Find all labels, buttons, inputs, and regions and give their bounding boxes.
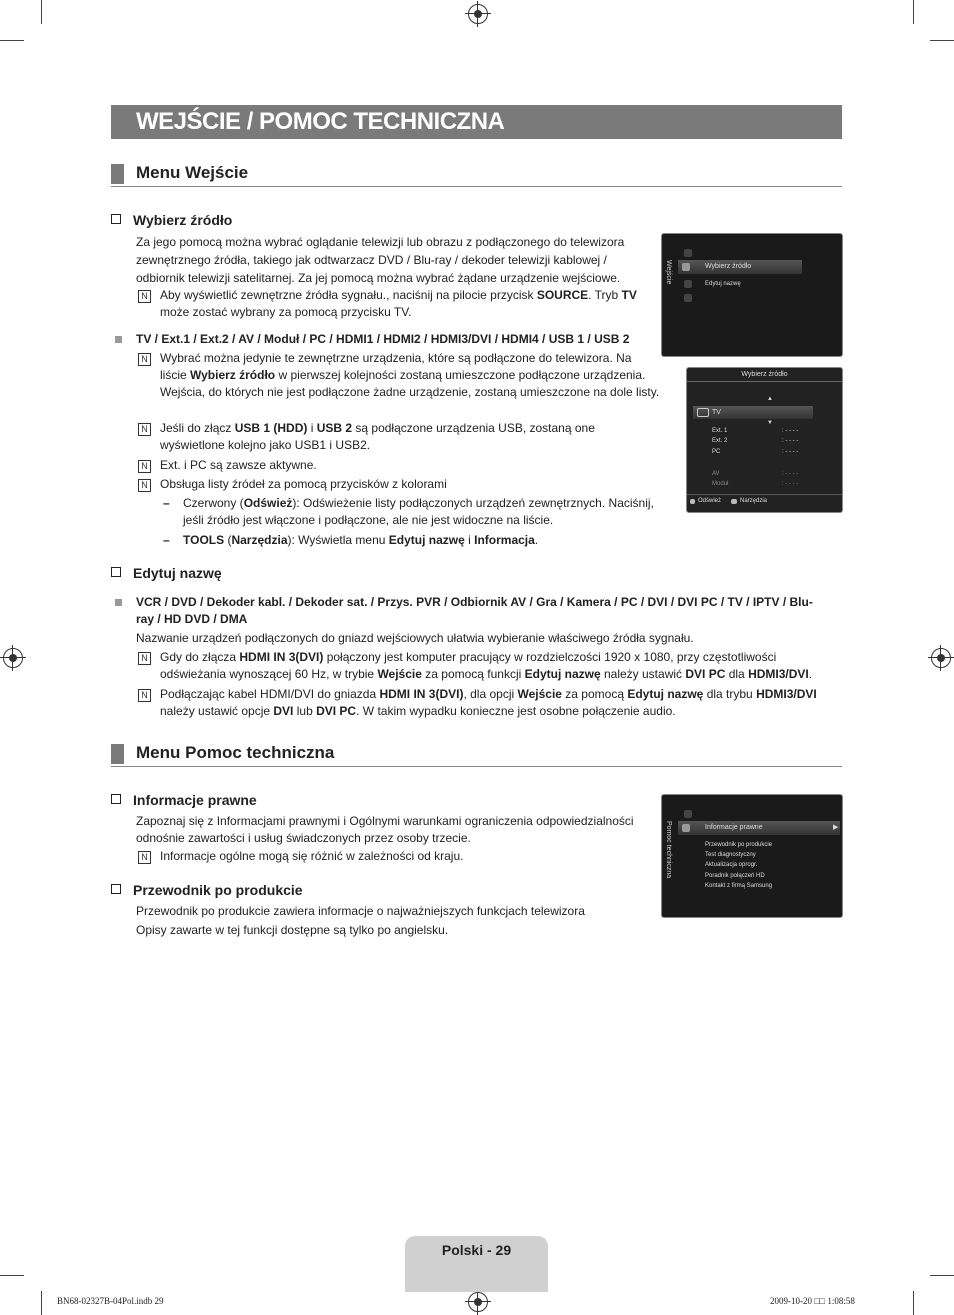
source-label: TV [712, 409, 721, 416]
support-icon [682, 824, 690, 832]
text: . [534, 533, 539, 547]
page-number-tab [405, 1236, 548, 1292]
text: HDMI IN 3(DVI) [239, 650, 324, 664]
text: należy ustawić opcje [160, 704, 274, 718]
text: połączony jest komputer pracujący w rozdzielczości 1920 x 1080, przy częstotliwości odświeżania wynoszącej 60 Hz, w trybie [160, 650, 777, 681]
checkbox-bullet-icon [111, 794, 121, 804]
note-icon: N [138, 460, 151, 473]
registration-mark-icon [468, 4, 488, 24]
checkbox-bullet-icon [111, 567, 121, 577]
source-value: : - - - - [782, 471, 799, 477]
paragraph: Nazwanie urządzeń podłączonych do gniazd wejściowych ułatwia wybieranie właściwego źródła sygnału. [136, 631, 694, 645]
crop-mark [0, 1275, 24, 1276]
text: USB 2 [316, 421, 353, 435]
note-text: Informacje ogólne mogą się różnić w zależności od kraju. [160, 849, 464, 863]
text: TOOLS [183, 533, 225, 547]
subsection-wybierz-zrodlo [111, 212, 232, 228]
paragraph: Przewodnik po produkcie zawiera informacje o najważniejszych funkcjach telewizora [136, 904, 585, 918]
source-name: Ext. 1 [712, 428, 728, 434]
tv-screen-input-menu [661, 233, 843, 357]
crop-mark [41, 1291, 42, 1315]
text: DVI PC [685, 667, 726, 681]
source-value: : - - - - [782, 449, 799, 455]
note-text: Obsługa listy źródeł za pomocą przycisków z kolorami [160, 477, 447, 491]
menu-item-label: Informacje prawne [705, 824, 763, 831]
page-number: Polski - 29 [441, 1242, 512, 1258]
text: HDMI3/DVI [756, 687, 817, 701]
text: Odśwież [243, 496, 293, 510]
dash-item [183, 495, 668, 529]
section-heading-menu-wejscie [111, 162, 842, 187]
subsection-title: Przewodnik po produkcie [133, 882, 303, 898]
crop-mark [41, 0, 42, 24]
section-bar [111, 744, 124, 764]
menu-item-label: Wybierz źródło [705, 263, 752, 270]
text: Edytuj nazwę [627, 687, 704, 701]
red-button-icon [690, 499, 695, 504]
paragraph: Opisy zawarte w tej funkcji dostępne są tylko po angielsku. [136, 923, 449, 937]
input-icon [682, 263, 690, 271]
text: i [307, 421, 317, 435]
text: Edytuj nazwę [524, 667, 601, 681]
arrow-up-icon: ▲ [767, 396, 773, 402]
registration-mark-icon [931, 648, 951, 668]
list-title: TV / Ext.1 / Ext.2 / AV / Moduł / PC / HDMI1 / HDMI2 / HDMI3/DVI / HDMI4 / USB 1 / USB 2 [136, 332, 630, 346]
crop-mark [913, 1291, 914, 1315]
crop-mark [0, 40, 24, 41]
note-icon: N [138, 689, 151, 702]
dash-item [183, 532, 668, 549]
text: dla trybu [703, 687, 757, 701]
text: Czerwony ( [183, 496, 244, 510]
text: lub [293, 704, 317, 718]
tv-screen-support-menu [661, 794, 843, 918]
note-text [160, 649, 840, 683]
paragraph: Zapoznaj się z Informacjami prawnymi i Ogólnymi warunkami ograniczenia odpowiedzialności odnośnie zawartości i usług świadczonych przez osoby trzecie. [136, 814, 634, 845]
note-icon: N [138, 479, 151, 492]
arrow-down-icon: ▼ [767, 420, 773, 426]
subsection-title: Edytuj nazwę [133, 565, 222, 581]
text: Narzędzia [231, 533, 288, 547]
note-text [160, 686, 840, 720]
note-icon: N [138, 290, 151, 303]
text: ( [224, 533, 232, 547]
screen-header: Wybierz źródło [741, 371, 788, 378]
text: , dla opcji [463, 687, 518, 701]
tools-label: Narzędzia [740, 498, 768, 504]
note-text [160, 420, 660, 454]
text: może zostać wybrany za pomocą przycisku TV. [160, 305, 412, 319]
section-title: Menu Pomoc techniczna [136, 743, 335, 762]
paragraph: Za jego pomocą można wybrać oglądanie telewizji lub obrazu z podłączonego do telewizora zewnętrznego źródła, takiego jak odtwarzacz DVD / Blu-ray / dekoder telewizji kablowej / odbiornik telewizji satelitarnej. Za jej pomocą można wybrać żądane urządzenie wejściowe. [136, 235, 625, 285]
text: Informacja [474, 533, 535, 547]
file-info: BN68-02327B-04Pol.indb 29 [57, 1296, 164, 1306]
text: Gdy do złącza [160, 650, 240, 664]
settings-icon [684, 810, 692, 818]
text: są podłączone urządzenia USB, zostaną one wyświetlone kolejno jako USB1 i USB2. [160, 421, 595, 452]
source-name: Moduł [712, 481, 729, 487]
menu-item-label: Przewodnik po produkcie [705, 842, 773, 848]
dash-bullet: – [163, 533, 170, 547]
tv-screen-source-list [686, 367, 843, 513]
note-icon: N [138, 851, 151, 864]
checkbox-bullet-icon [111, 884, 121, 894]
text: TV [621, 288, 637, 302]
settings-icon [684, 294, 692, 302]
note-icon: N [138, 652, 151, 665]
refresh-label: Odśwież [698, 498, 722, 504]
text: HDMI3/DVI [748, 667, 809, 681]
tools-icon [731, 499, 737, 504]
text: Edytuj nazwę [388, 533, 465, 547]
source-name: Ext. 2 [712, 438, 728, 444]
note-text: Ext. i PC są zawsze aktywne. [160, 458, 317, 472]
text: DVI PC [316, 704, 357, 718]
text: . Tryb [588, 288, 622, 302]
page-title: WEJŚCIE / POMOC TECHNICZNA [136, 108, 505, 135]
text: Wybrać można jedynie te zewnętrzne urządzenia, które są podłączone do telewizora. Na liście [160, 351, 632, 382]
subsection-title: Informacje prawne [133, 792, 257, 808]
arrow-right-icon: ▶ [833, 824, 839, 831]
section-title: Menu Wejście [136, 163, 249, 182]
text: Wejście [517, 687, 562, 701]
divider [687, 381, 842, 382]
note-text [160, 287, 660, 321]
text: i [464, 533, 475, 547]
source-name: PC [712, 449, 721, 455]
text: . [808, 667, 813, 681]
list-title: VCR / DVD / Dekoder kabl. / Dekoder sat. / Przys. PVR / Odbiornik AV / Gra / Kamera / PC / DVI / DVI PC / TV / IPTV / Blu-ray / HD DVD / DMA [136, 595, 813, 626]
dash-bullet: – [163, 496, 170, 510]
menu-item-label: Poradnik połączeń HD [705, 873, 765, 879]
text: . W takim wypadku konieczne jest osobne połączenie audio. [356, 704, 676, 718]
text: w pierwszej kolejności zostaną umieszczone podłączone urządzenia. Wejścia, do których nie jest podłączone żadne urządzenie, zostaną umieszczone na dole listy. [160, 368, 660, 399]
text: dla [725, 667, 749, 681]
text: HDMI IN 3(DVI) [379, 687, 464, 701]
menu-item-label: Aktualizacja oprogr. [705, 862, 758, 868]
text: Wejście [377, 667, 422, 681]
source-value: : - - - - [782, 438, 799, 444]
text: DVI [273, 704, 294, 718]
square-bullet-icon [115, 336, 122, 343]
square-bullet-icon [115, 599, 122, 606]
checkbox-bullet-icon [111, 214, 121, 224]
registration-mark-icon [468, 1292, 488, 1312]
subsection-title: Wybierz źródło [133, 212, 233, 228]
text: USB 1 (HDD) [234, 421, 308, 435]
note-text [160, 350, 660, 401]
menu-item-label: Kontakt z firmą Samsung [705, 883, 773, 889]
support-icon [684, 280, 692, 288]
subsection-informacje-prawne [111, 792, 257, 808]
crop-mark [930, 1275, 954, 1276]
divider [687, 494, 842, 495]
text: za pomocą [561, 687, 628, 701]
text: ): Odświeżenie listy podłączonych urządzeń zewnętrznych. Naciśnij, jeśli źródło jest włączone i podłączone, ale nie jest widoczne na liście. [183, 496, 654, 527]
crop-mark [913, 0, 914, 24]
text: SOURCE [536, 288, 589, 302]
menu-item-label: Test diagnostyczny [705, 852, 756, 858]
highlight-bar [693, 406, 813, 419]
subsection-edytuj-nazwe [111, 565, 222, 581]
text: Jeśli do złącz [160, 421, 235, 435]
picture-icon [684, 249, 692, 257]
source-name: AV [712, 471, 720, 477]
tv-icon [697, 408, 709, 417]
text: Aby wyświetlić zewnętrzne źródła sygnału., naciśnij na pilocie przycisk [160, 288, 537, 302]
page-title-bar [111, 105, 842, 139]
note-icon: N [138, 423, 151, 436]
screen-side-label: Pomoc techniczna [665, 821, 672, 879]
text: Wybierz źródło [190, 368, 276, 382]
text: za pomocą funkcji [421, 667, 525, 681]
text: Podłączając kabel HDMI/DVI do gniazda [160, 687, 380, 701]
registration-mark-icon [3, 648, 23, 668]
source-value: : - - - - [782, 481, 799, 487]
text: należy ustawić [600, 667, 686, 681]
crop-mark [930, 40, 954, 41]
subsection-przewodnik [111, 882, 303, 898]
text: ): Wyświetla menu [287, 533, 389, 547]
source-value: : - - - - [782, 428, 799, 434]
screen-side-label: Wejście [665, 260, 672, 285]
section-bar [111, 164, 124, 184]
print-date: 2009-10-20 □□ 1:08:58 [770, 1296, 855, 1306]
menu-item-label: Edytuj nazwę [705, 281, 741, 287]
note-icon: N [138, 353, 151, 366]
section-heading-menu-pomoc [111, 742, 842, 767]
